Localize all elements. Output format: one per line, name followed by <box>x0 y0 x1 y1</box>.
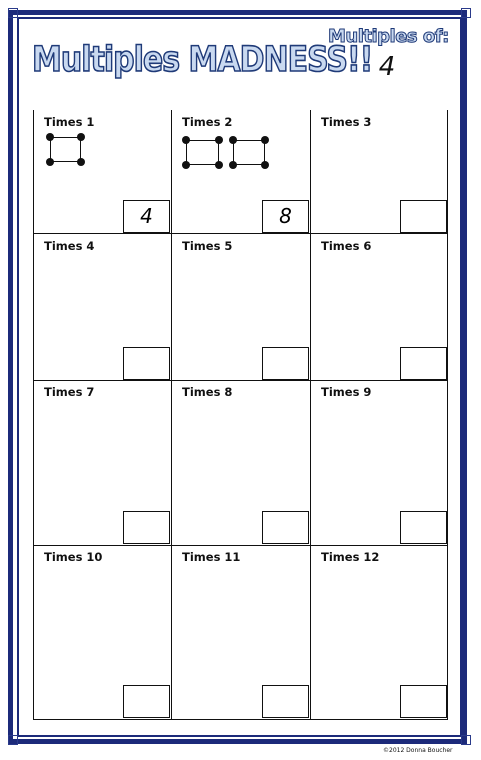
answer-box-times-6[interactable] <box>400 347 447 380</box>
cell-label-times-8: Times 8 <box>182 385 233 399</box>
answer-box-times-11[interactable] <box>262 685 309 718</box>
cell-label-times-3: Times 3 <box>321 115 372 129</box>
answer-box-times-5[interactable] <box>262 347 309 380</box>
corner-ornament-bottom-left <box>8 735 18 745</box>
multiples-value: 4 <box>378 52 396 82</box>
grid-line <box>33 233 448 234</box>
dot <box>229 136 237 144</box>
grid-line <box>33 380 448 381</box>
dot <box>182 161 190 169</box>
cell-label-times-1: Times 1 <box>44 115 95 129</box>
corner-ornament-top-right <box>461 8 471 18</box>
cell-label-times-5: Times 5 <box>182 239 233 253</box>
corner-ornament-top-left <box>8 8 18 18</box>
dot-group-outline <box>186 140 219 165</box>
answer-box-times-3[interactable] <box>400 200 447 233</box>
cell-label-times-9: Times 9 <box>321 385 372 399</box>
cell-label-times-2: Times 2 <box>182 115 233 129</box>
answer-box-times-7[interactable] <box>123 511 170 544</box>
dot <box>46 133 54 141</box>
grid-line <box>447 110 448 720</box>
grid-line <box>33 545 448 546</box>
dot-group-outline <box>50 137 81 162</box>
answer-box-times-8[interactable] <box>262 511 309 544</box>
cell-label-times-10: Times 10 <box>44 550 103 564</box>
dot <box>261 161 269 169</box>
dot <box>261 136 269 144</box>
corner-ornament-bottom-right <box>461 735 471 745</box>
times-grid <box>33 110 448 720</box>
cell-label-times-4: Times 4 <box>44 239 95 253</box>
multiples-label: Multiples of: <box>328 26 449 47</box>
copyright-text: ©2012 Donna Boucher <box>383 747 453 754</box>
answer-box-times-1[interactable]: 4 <box>123 200 170 233</box>
dot <box>46 158 54 166</box>
grid-line <box>33 719 448 720</box>
dot <box>229 161 237 169</box>
grid-line <box>171 110 172 720</box>
answer-box-times-4[interactable] <box>123 347 170 380</box>
grid-line <box>310 110 311 720</box>
dot <box>182 136 190 144</box>
cell-label-times-6: Times 6 <box>321 239 372 253</box>
answer-box-times-2[interactable]: 8 <box>262 200 309 233</box>
cell-label-times-12: Times 12 <box>321 550 380 564</box>
page-title: Multiples MADNESS!! <box>32 40 373 81</box>
cell-label-times-11: Times 11 <box>182 550 241 564</box>
dot <box>215 161 223 169</box>
answer-box-times-9[interactable] <box>400 511 447 544</box>
answer-box-times-12[interactable] <box>400 685 447 718</box>
answer-box-times-10[interactable] <box>123 685 170 718</box>
cell-label-times-7: Times 7 <box>44 385 95 399</box>
dot <box>215 136 223 144</box>
grid-line <box>33 110 34 720</box>
dot-group-outline <box>233 140 265 165</box>
dot <box>77 158 85 166</box>
dot <box>77 133 85 141</box>
